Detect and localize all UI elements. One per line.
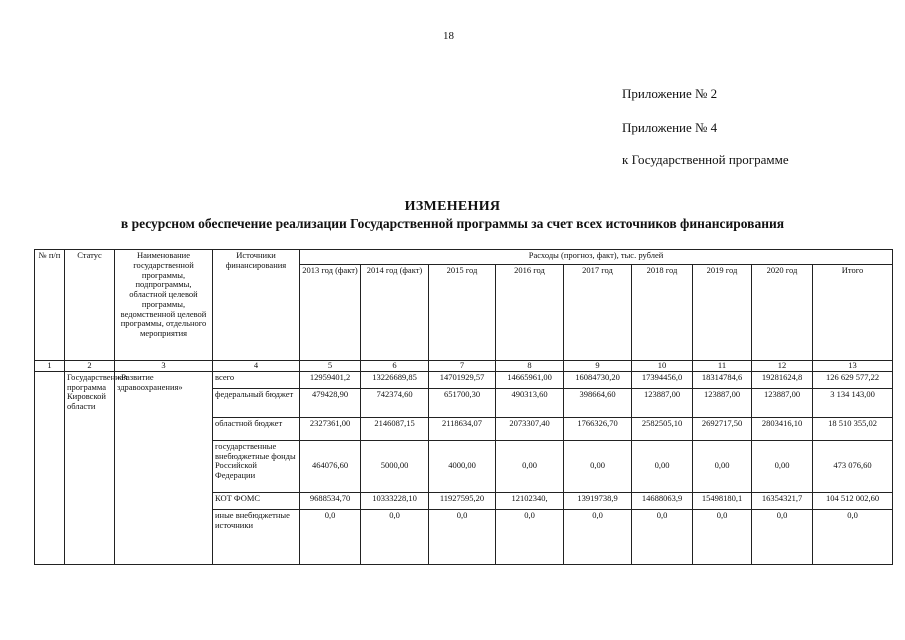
value-cell: 0,00 <box>752 440 813 492</box>
source-cell: федеральный бюджет <box>213 388 300 417</box>
value-cell: 5000,00 <box>361 440 429 492</box>
value-cell: 13226689,85 <box>361 371 429 388</box>
column-number-row <box>35 361 893 372</box>
appendix-line-2: Приложение № 4 <box>622 120 718 135</box>
total-cell: 104 512 002,60 <box>813 492 893 509</box>
value-cell: 2692717,50 <box>693 417 752 440</box>
header-year: 2015 год <box>429 265 496 361</box>
value-cell: 16084730,20 <box>564 371 632 388</box>
value-cell: 14688063,9 <box>632 492 693 509</box>
source-cell: КОТ ФОМС <box>213 492 300 509</box>
value-cell: 1766326,70 <box>564 417 632 440</box>
value-cell: 0,0 <box>632 509 693 564</box>
value-cell: 0,00 <box>632 440 693 492</box>
value-cell: 651700,30 <box>429 388 496 417</box>
value-cell: 2118634,07 <box>429 417 496 440</box>
source-cell: всего <box>213 371 300 388</box>
appendix-line-1: Приложение № 2 <box>622 86 718 101</box>
value-cell: 12959401,2 <box>300 371 361 388</box>
value-cell: 123887,00 <box>693 388 752 417</box>
document-title: ИЗМЕНЕНИЯ <box>404 199 501 214</box>
value-cell: 0,00 <box>496 440 564 492</box>
program-name-cell: «Развитие здравоохранения» <box>115 371 213 564</box>
value-cell: 0,0 <box>693 509 752 564</box>
value-cell: 123887,00 <box>752 388 813 417</box>
page-number: 18 <box>443 30 454 42</box>
resource-table <box>34 249 893 565</box>
value-cell: 4000,00 <box>429 440 496 492</box>
value-cell: 490313,60 <box>496 388 564 417</box>
value-cell: 0,0 <box>564 509 632 564</box>
appendix-line-3: к Государственной программе <box>622 152 789 167</box>
value-cell: 398664,60 <box>564 388 632 417</box>
value-cell: 11927595,20 <box>429 492 496 509</box>
value-cell: 479428,90 <box>300 388 361 417</box>
source-cell: областной бюджет <box>213 417 300 440</box>
column-number: 4 <box>213 361 300 372</box>
column-number: 11 <box>693 361 752 372</box>
row-num-cell <box>35 371 65 564</box>
total-cell: 18 510 355,02 <box>813 417 893 440</box>
column-number: 6 <box>361 361 429 372</box>
header-status: Статус <box>65 250 115 361</box>
table-row <box>35 371 893 388</box>
total-cell: 0,0 <box>813 509 893 564</box>
value-cell: 0,0 <box>361 509 429 564</box>
header-year: 2017 год <box>564 265 632 361</box>
header-year: 2013 год (факт) <box>300 265 361 361</box>
value-cell: 9688534,70 <box>300 492 361 509</box>
header-total: Итого <box>813 265 893 361</box>
value-cell: 0,00 <box>564 440 632 492</box>
value-cell: 0,0 <box>300 509 361 564</box>
header-year: 2018 год <box>632 265 693 361</box>
value-cell: 15498180,1 <box>693 492 752 509</box>
total-cell: 473 076,60 <box>813 440 893 492</box>
value-cell: 2146087,15 <box>361 417 429 440</box>
header-year: 2020 год <box>752 265 813 361</box>
column-number: 7 <box>429 361 496 372</box>
header-year: 2019 год <box>693 265 752 361</box>
source-cell: иные внебюджетные источники <box>213 509 300 564</box>
value-cell: 19281624,8 <box>752 371 813 388</box>
column-number: 12 <box>752 361 813 372</box>
column-number: 3 <box>115 361 213 372</box>
value-cell: 13919738,9 <box>564 492 632 509</box>
document-subtitle: в ресурсном обеспечение реализации Государственной программы за счет всех источников финансирования <box>120 216 785 231</box>
value-cell: 0,00 <box>693 440 752 492</box>
header-row-1 <box>35 250 893 265</box>
value-cell: 14665961,00 <box>496 371 564 388</box>
column-number: 1 <box>35 361 65 372</box>
value-cell: 0,0 <box>752 509 813 564</box>
column-number: 13 <box>813 361 893 372</box>
value-cell: 123887,00 <box>632 388 693 417</box>
value-cell: 464076,60 <box>300 440 361 492</box>
total-cell: 126 629 577,22 <box>813 371 893 388</box>
value-cell: 10333228,10 <box>361 492 429 509</box>
column-number: 9 <box>564 361 632 372</box>
header-sources: Источники финансирования <box>213 250 300 361</box>
value-cell: 12102340, <box>496 492 564 509</box>
value-cell: 0,0 <box>496 509 564 564</box>
value-cell: 2073307,40 <box>496 417 564 440</box>
column-number: 5 <box>300 361 361 372</box>
value-cell: 14701929,57 <box>429 371 496 388</box>
column-number: 8 <box>496 361 564 372</box>
value-cell: 2327361,00 <box>300 417 361 440</box>
value-cell: 2582505,10 <box>632 417 693 440</box>
column-number: 2 <box>65 361 115 372</box>
header-name: Наименование государственной программы, подпрограммы, областной целевой программы, ведомственной целевой программы, отдельного мероприятия <box>115 250 213 361</box>
value-cell: 17394456,0 <box>632 371 693 388</box>
source-cell: государственные внебюджетные фонды Российской Федерации <box>213 440 300 492</box>
header-expenses: Расходы (прогноз, факт), тыс. рублей <box>300 250 893 265</box>
value-cell: 18314784,6 <box>693 371 752 388</box>
value-cell: 16354321,7 <box>752 492 813 509</box>
value-cell: 0,0 <box>429 509 496 564</box>
header-num: № п/п <box>35 250 65 361</box>
total-cell: 3 134 143,00 <box>813 388 893 417</box>
status-cell: Государственная программа Кировской области <box>65 371 115 564</box>
column-number: 10 <box>632 361 693 372</box>
header-year: 2014 год (факт) <box>361 265 429 361</box>
header-year: 2016 год <box>496 265 564 361</box>
value-cell: 2803416,10 <box>752 417 813 440</box>
value-cell: 742374,60 <box>361 388 429 417</box>
